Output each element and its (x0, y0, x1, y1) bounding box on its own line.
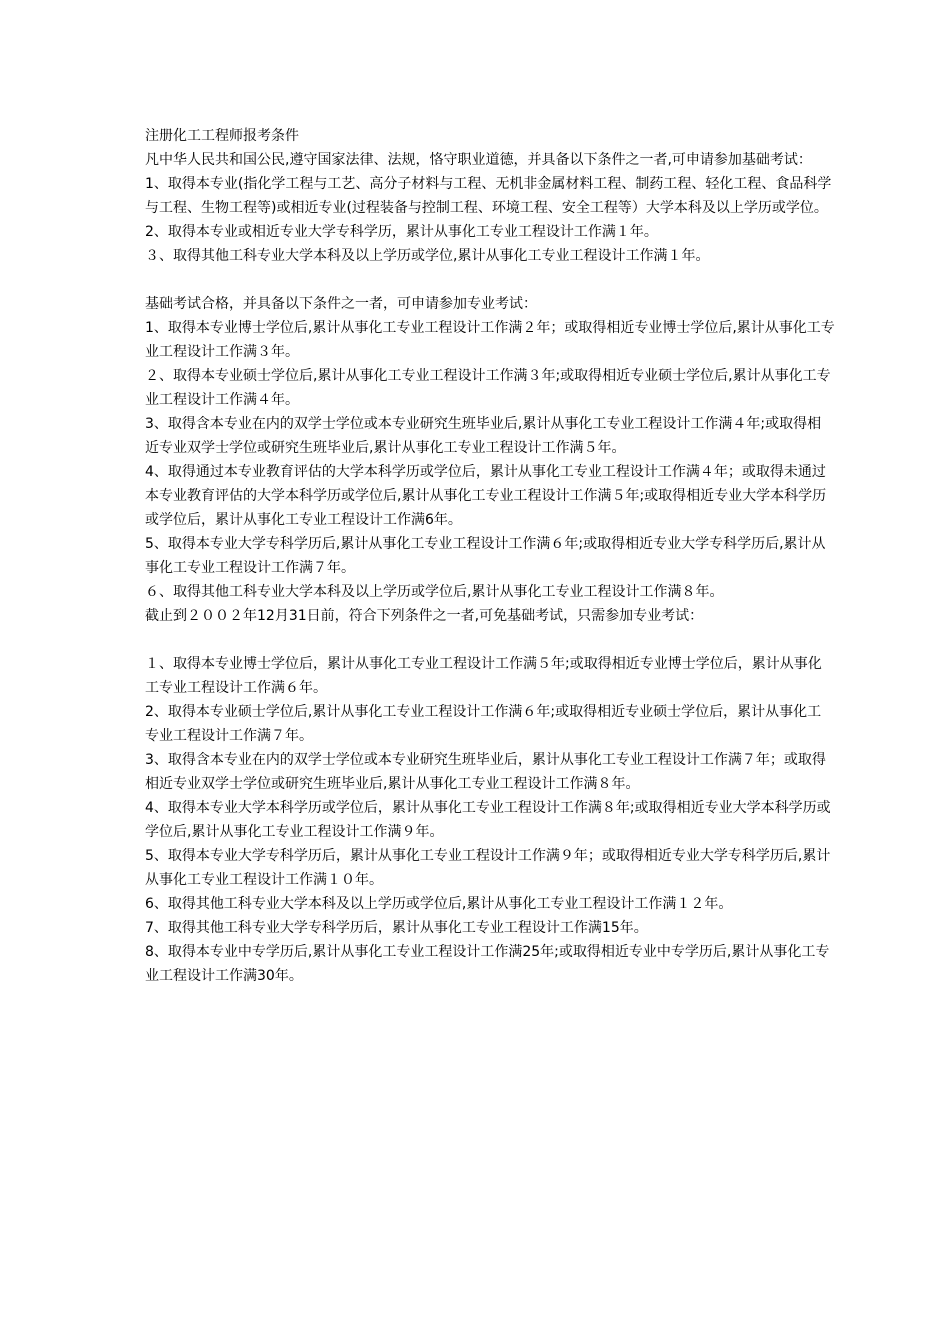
basic-exam-intro: 凡中华人民共和国公民,遵守国家法律、法规，恪守职业道德，并具备以下条件之一者,可申请参加基础考试： (145, 152, 812, 168)
exempt-condition-8: 8、取得本专业中专学历后,累计从事化工专业工程设计工作满25年;或取得相近专业中专学历后,累计从事化工专业工程设计工作满30年。 (145, 944, 830, 984)
professional-condition-4: 4、取得通过本专业教育评估的大学本科学历或学位后，累计从事化工专业工程设计工作满４年；或取得未通过本专业教育评估的大学本科学历或学位后,累计从事化工专业工程设计工作满５年;或取得相近专业大学本科学历或学位后，累计从事化工专业工程设计工作满6年。 (145, 464, 827, 528)
document-body (145, 124, 835, 988)
basic-condition-1: 1、取得本专业(指化学工程与工艺、高分子材料与工程、无机非金属材料工程、制药工程、轻化工程、食品科学与工程、生物工程等)或相近专业(过程装备与控制工程、环境工程、安全工程等）大学本科及以上学历或学位。 (145, 176, 832, 216)
professional-exam-intro: 基础考试合格，并具备以下条件之一者，可申请参加专业考试： (145, 296, 537, 312)
professional-condition-2: ２、取得本专业硕士学位后,累计从事化工专业工程设计工作满３年;或取得相近专业硕士学位后,累计从事化工专业工程设计工作满４年。 (145, 368, 831, 408)
document-title: 注册化工工程师报考条件 (145, 128, 299, 144)
exempt-condition-5: 5、取得本专业大学专科学历后，累计从事化工专业工程设计工作满９年；或取得相近专业大学专科学历后,累计从事化工专业工程设计工作满１０年。 (145, 848, 831, 888)
exempt-condition-4: 4、取得本专业大学本科学历或学位后，累计从事化工专业工程设计工作满８年;或取得相近专业大学本科学历或学位后,累计从事化工专业工程设计工作满９年。 (145, 800, 831, 840)
professional-condition-1: 1、取得本专业博士学位后,累计从事化工专业工程设计工作满２年；或取得相近专业博士学位后,累计从事化工专业工程设计工作满３年。 (145, 320, 835, 360)
exempt-condition-1: １、取得本专业博士学位后，累计从事化工专业工程设计工作满５年;或取得相近专业博士学位后，累计从事化工专业工程设计工作满６年。 (145, 656, 822, 696)
exempt-condition-3: 3、取得含本专业在内的双学士学位或本专业研究生班毕业后，累计从事化工专业工程设计工作满７年；或取得相近专业双学士学位或研究生班毕业后,累计从事化工专业工程设计工作满８年。 (145, 752, 826, 792)
professional-condition-6: ６、取得其他工科专业大学本科及以上学历或学位后,累计从事化工专业工程设计工作满８年。 (145, 584, 724, 600)
professional-condition-3: 3、取得含本专业在内的双学士学位或本专业研究生班毕业后,累计从事化工专业工程设计工作满４年;或取得相近专业双学士学位或研究生班毕业后,累计从事化工专业工程设计工作满５年。 (145, 416, 822, 456)
professional-condition-5: 5、取得本专业大学专科学历后,累计从事化工专业工程设计工作满６年;或取得相近专业大学专科学历后,累计从事化工专业工程设计工作满７年。 (145, 536, 826, 576)
paragraph-spacer (145, 628, 835, 652)
exempt-condition-6: 6、取得其他工科专业大学本科及以上学历或学位后,累计从事化工专业工程设计工作满１２年。 (145, 896, 733, 912)
basic-condition-2: 2、取得本专业或相近专业大学专科学历，累计从事化工专业工程设计工作满１年。 (145, 224, 658, 240)
basic-condition-3: ３、取得其他工科专业大学本科及以上学历或学位,累计从事化工专业工程设计工作满１年。 (145, 248, 710, 264)
exempt-intro: 截止到２００２年12月31日前，符合下列条件之一者,可免基础考试，只需参加专业考试： (145, 608, 704, 624)
exempt-condition-7: 7、取得其他工科专业大学专科学历后，累计从事化工专业工程设计工作满15年。 (145, 920, 648, 936)
exempt-condition-2: 2、取得本专业硕士学位后,累计从事化工专业工程设计工作满６年;或取得相近专业硕士学位后，累计从事化工专业工程设计工作满７年。 (145, 704, 822, 744)
paragraph-spacer (145, 268, 835, 292)
